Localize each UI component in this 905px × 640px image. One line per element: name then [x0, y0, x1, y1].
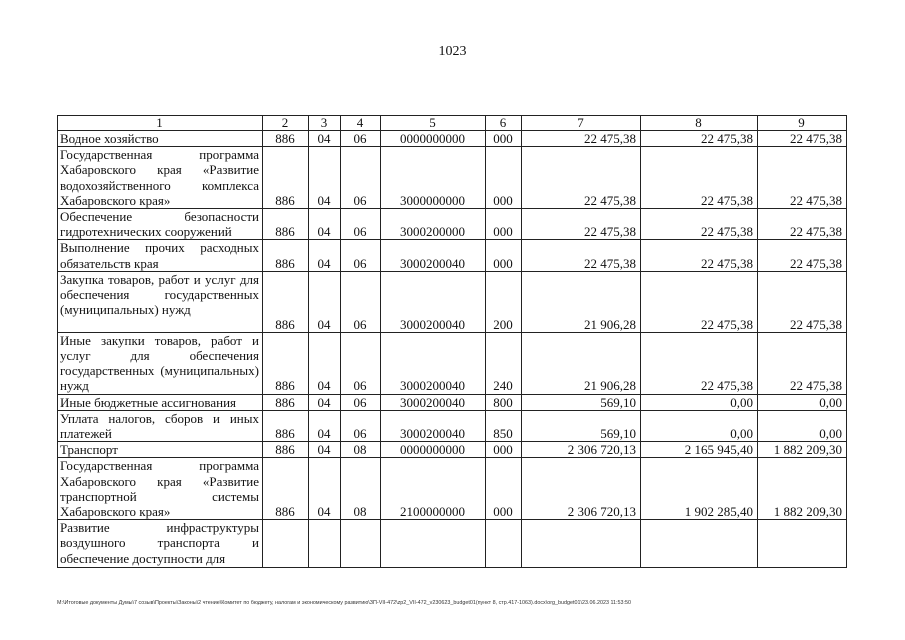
row-name-cell: Иные бюджетные ассигнования	[58, 394, 263, 410]
subsection-code-cell: 08	[341, 442, 381, 458]
row-name-cell: Выполнение прочих расходных обязательств края	[58, 240, 263, 271]
amount-cell-col9: 22 475,38	[758, 147, 847, 209]
expense-type-cell: 000	[486, 147, 522, 209]
target-article-cell: 3000200040	[381, 240, 486, 271]
column-number: 1	[58, 116, 263, 131]
expense-type-cell	[486, 520, 522, 568]
admin-code-cell: 886	[263, 240, 309, 271]
expense-type-cell: 200	[486, 271, 522, 332]
expense-type-cell: 800	[486, 394, 522, 410]
amount-cell-col8	[641, 520, 758, 568]
target-article-cell: 3000000000	[381, 147, 486, 209]
section-code-cell: 04	[309, 458, 341, 520]
amount-cell-col7: 22 475,38	[522, 209, 641, 240]
target-article-cell: 3000200040	[381, 271, 486, 332]
table-body	[58, 131, 847, 568]
amount-cell-col7: 22 475,38	[522, 240, 641, 271]
row-name-cell: Уплата налогов, сборов и иных платежей	[58, 410, 263, 441]
admin-code-cell: 886	[263, 394, 309, 410]
amount-cell-col9: 0,00	[758, 394, 847, 410]
admin-code-cell: 886	[263, 410, 309, 441]
table-row	[58, 271, 847, 332]
section-code-cell: 04	[309, 209, 341, 240]
column-number: 5	[381, 116, 486, 131]
target-article-cell: 0000000000	[381, 442, 486, 458]
amount-cell-col9: 0,00	[758, 410, 847, 441]
target-article-cell: 3000200040	[381, 394, 486, 410]
expense-type-cell: 000	[486, 131, 522, 147]
admin-code-cell	[263, 520, 309, 568]
row-name-cell: Водное хозяйство	[58, 131, 263, 147]
column-number: 7	[522, 116, 641, 131]
amount-cell-col7: 21 906,28	[522, 332, 641, 394]
amount-cell-col8: 0,00	[641, 410, 758, 441]
table-row	[58, 131, 847, 147]
amount-cell-col9: 22 475,38	[758, 209, 847, 240]
table-row	[58, 442, 847, 458]
expense-type-cell: 000	[486, 458, 522, 520]
target-article-cell	[381, 520, 486, 568]
row-name-cell: Государственная программа Хабаровского края «Развитие водохозяйственного комплекса Хабаровского края»	[58, 147, 263, 209]
section-code-cell: 04	[309, 147, 341, 209]
column-number: 2	[263, 116, 309, 131]
target-article-cell: 3000200000	[381, 209, 486, 240]
table-row	[58, 410, 847, 441]
admin-code-cell: 886	[263, 147, 309, 209]
section-code-cell	[309, 520, 341, 568]
row-name-cell: Транспорт	[58, 442, 263, 458]
expense-type-cell: 000	[486, 442, 522, 458]
row-name-cell: Закупка товаров, работ и услуг для обеспечения государственных (муниципальных) нужд	[58, 271, 263, 332]
expense-type-cell: 240	[486, 332, 522, 394]
amount-cell-col9: 22 475,38	[758, 240, 847, 271]
row-name-cell: Государственная программа Хабаровского края «Развитие транспортной системы Хабаровского края»	[58, 458, 263, 520]
expense-type-cell: 000	[486, 209, 522, 240]
section-code-cell: 04	[309, 131, 341, 147]
section-code-cell: 04	[309, 240, 341, 271]
amount-cell-col9	[758, 520, 847, 568]
amount-cell-col8: 22 475,38	[641, 131, 758, 147]
amount-cell-col8: 22 475,38	[641, 332, 758, 394]
column-number: 6	[486, 116, 522, 131]
subsection-code-cell: 06	[341, 410, 381, 441]
subsection-code-cell: 06	[341, 147, 381, 209]
admin-code-cell: 886	[263, 271, 309, 332]
subsection-code-cell: 06	[341, 131, 381, 147]
admin-code-cell: 886	[263, 131, 309, 147]
subsection-code-cell	[341, 520, 381, 568]
table-row	[58, 520, 847, 568]
table-row	[58, 240, 847, 271]
amount-cell-col7: 569,10	[522, 394, 641, 410]
section-code-cell: 04	[309, 394, 341, 410]
amount-cell-col9: 22 475,38	[758, 332, 847, 394]
subsection-code-cell: 06	[341, 240, 381, 271]
column-number: 9	[758, 116, 847, 131]
amount-cell-col7: 21 906,28	[522, 271, 641, 332]
amount-cell-col7: 2 306 720,13	[522, 442, 641, 458]
target-article-cell: 2100000000	[381, 458, 486, 520]
column-number: 4	[341, 116, 381, 131]
section-code-cell: 04	[309, 332, 341, 394]
amount-cell-col8: 0,00	[641, 394, 758, 410]
admin-code-cell: 886	[263, 332, 309, 394]
amount-cell-col7: 2 306 720,13	[522, 458, 641, 520]
amount-cell-col7: 569,10	[522, 410, 641, 441]
amount-cell-col9: 1 882 209,30	[758, 458, 847, 520]
section-code-cell: 04	[309, 410, 341, 441]
document-path-footer: M:\Итоговые документы Думы\7 созыв\Проекты\Законы\2 чтение\Комитет по бюджету, налогам и экономическому развитию\ЗП-VII-472\zp2_VII-472_v230623_budget01(пункт 8, стр.417-1063).docx\org_budget01\23.06.2023 11:53:50	[57, 600, 632, 606]
subsection-code-cell: 06	[341, 209, 381, 240]
admin-code-cell: 886	[263, 209, 309, 240]
table-row	[58, 458, 847, 520]
row-name-cell: Иные закупки товаров, работ и услуг для обеспечения государственных (муниципальных) нужд	[58, 332, 263, 394]
subsection-code-cell: 06	[341, 332, 381, 394]
amount-cell-col7	[522, 520, 641, 568]
target-article-cell: 3000200040	[381, 410, 486, 441]
expense-type-cell: 000	[486, 240, 522, 271]
table-row	[58, 209, 847, 240]
amount-cell-col8: 22 475,38	[641, 209, 758, 240]
budget-table	[57, 115, 847, 568]
target-article-cell: 3000200040	[381, 332, 486, 394]
target-article-cell: 0000000000	[381, 131, 486, 147]
amount-cell-col8: 22 475,38	[641, 147, 758, 209]
amount-cell-col8: 1 902 285,40	[641, 458, 758, 520]
subsection-code-cell: 08	[341, 458, 381, 520]
row-name-cell: Развитие инфраструктуры воздушного транспорта и обеспечение доступности для	[58, 520, 263, 568]
subsection-code-cell: 06	[341, 271, 381, 332]
table-header-row	[58, 116, 847, 131]
table-row	[58, 394, 847, 410]
amount-cell-col7: 22 475,38	[522, 147, 641, 209]
subsection-code-cell: 06	[341, 394, 381, 410]
amount-cell-col7: 22 475,38	[522, 131, 641, 147]
amount-cell-col8: 22 475,38	[641, 271, 758, 332]
row-name-cell: Обеспечение безопасности гидротехнических сооружений	[58, 209, 263, 240]
expense-type-cell: 850	[486, 410, 522, 441]
amount-cell-col9: 22 475,38	[758, 131, 847, 147]
amount-cell-col8: 2 165 945,40	[641, 442, 758, 458]
column-number: 8	[641, 116, 758, 131]
amount-cell-col8: 22 475,38	[641, 240, 758, 271]
admin-code-cell: 886	[263, 458, 309, 520]
page-number: 1023	[438, 44, 467, 59]
table-row	[58, 147, 847, 209]
table-row	[58, 332, 847, 394]
section-code-cell: 04	[309, 271, 341, 332]
amount-cell-col9: 22 475,38	[758, 271, 847, 332]
admin-code-cell: 886	[263, 442, 309, 458]
amount-cell-col9: 1 882 209,30	[758, 442, 847, 458]
column-number: 3	[309, 116, 341, 131]
section-code-cell: 04	[309, 442, 341, 458]
